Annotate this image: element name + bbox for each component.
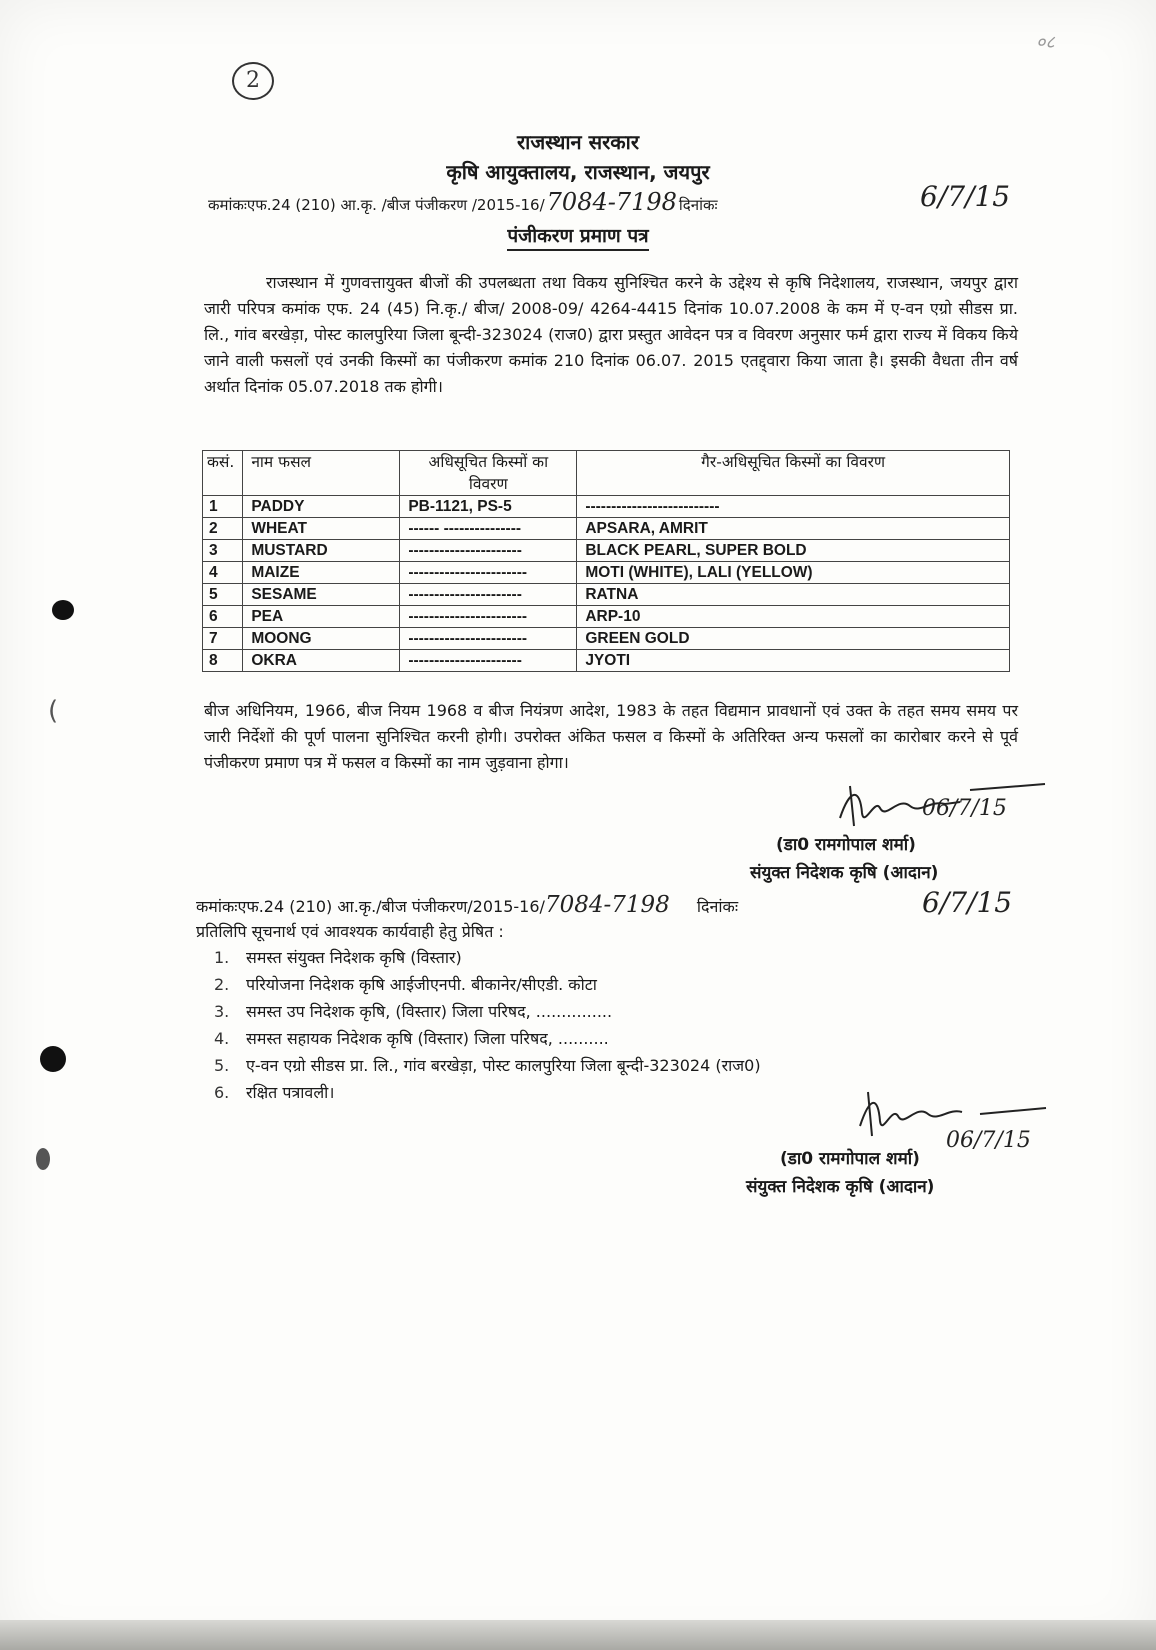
copy-date-label: दिनांकः bbox=[696, 897, 739, 916]
row-serial: 8 bbox=[203, 650, 243, 672]
signature-date-1: 06/7/15 bbox=[922, 796, 1007, 821]
row-crop: PADDY bbox=[243, 496, 400, 518]
office-heading: कृषि आयुक्तालय, राजस्थान, जयपुर bbox=[446, 160, 710, 184]
header-non-notified: गैर-अधिसूचित किस्मों का विवरण bbox=[577, 451, 1010, 496]
row-notified: ---------------------- bbox=[400, 584, 577, 606]
table-row bbox=[203, 628, 1010, 650]
reference-prefix: कमांकःएफ.24 (210) आ.कृ. /बीज पंजीकरण /2015-16/ bbox=[208, 196, 545, 214]
signature-date-2: 06/7/15 bbox=[946, 1128, 1031, 1153]
row-notified: ---------------------- bbox=[400, 650, 577, 672]
reference-number: 7084-7198 bbox=[546, 188, 677, 216]
row-notified: ----------------------- bbox=[400, 628, 577, 650]
row-non-notified: -------------------------- bbox=[577, 496, 1010, 518]
recipient-list bbox=[214, 944, 761, 1106]
row-crop: PEA bbox=[243, 606, 400, 628]
row-crop: SESAME bbox=[243, 584, 400, 606]
row-crop: WHEAT bbox=[243, 518, 400, 540]
list-item: 3. समस्त उप निदेशक कृषि, (विस्तार) जिला परिषद, ............... bbox=[214, 1002, 613, 1021]
row-serial: 1 bbox=[203, 496, 243, 518]
table-row bbox=[203, 650, 1010, 672]
table-row bbox=[203, 540, 1010, 562]
ink-blot bbox=[36, 1148, 50, 1170]
table-row bbox=[203, 562, 1010, 584]
reference-line bbox=[208, 188, 718, 216]
copy-date: 6/7/15 bbox=[922, 886, 1013, 919]
intro-paragraph: राजस्थान में गुणवत्तायुक्त बीजों की उपलब्धता तथा विकय सुनिश्चित करने के उद्देश्य से कृषि निदेशालय, राजस्थान, जयपुर द्वारा जारी परिपत्र कमांक एफ. 24 (45) नि.कृ./ बीज/ 2008-09/ 4264-4415 दिनांक 10.07.2008 के कम में ए-वन एग्रो सीडस प्रा. लि., गांव बरखेड़ा, पोस्ट कालपुरिया जिला बून्दी-323024 (राज0) द्वारा प्रस्तुत आवेदन पत्र व विवरण अनुसार फर्म द्वारा राज्य में विकय किये जाने वाली फसलों एवं उनकी किस्मों का पंजीकरण कमांक 210 दिनांक 06.07. 2015 एतद्द्वारा किया जाता है। इसकी वैधता तीन वर्ष अर्थात दिनांक 05.07.2018 तक होगी। bbox=[204, 273, 1018, 396]
header-notified: अधिसूचित किस्मों का विवरण bbox=[400, 451, 577, 496]
corner-mark: ०८ bbox=[1036, 32, 1055, 53]
row-serial: 6 bbox=[203, 606, 243, 628]
copy-reference-prefix: कमांकःएफ.24 (210) आ.कृ./बीज पंजीकरण/2015-16/ bbox=[196, 897, 545, 916]
row-serial: 5 bbox=[203, 584, 243, 606]
list-item: 5. ए-वन एग्रो सीडस प्रा. लि., गांव बरखेड़ा, पोस्ट कालपुरिया जिला बून्दी-323024 (राज0) bbox=[214, 1056, 761, 1075]
signatory-designation-2: संयुक्त निदेशक कृषि (आदान) bbox=[746, 1177, 935, 1197]
row-non-notified: RATNA bbox=[577, 584, 1010, 606]
signatory-name-1: (डा0 रामगोपाल शर्मा) bbox=[776, 835, 916, 855]
punch-hole-bottom bbox=[40, 1046, 66, 1072]
row-crop: OKRA bbox=[243, 650, 400, 672]
certificate-title: पंजीकरण प्रमाण पत्र bbox=[0, 222, 1156, 248]
table-row bbox=[203, 606, 1010, 628]
list-item: 4. समस्त सहायक निदेशक कृषि (विस्तार) जिला परिषद, .......... bbox=[214, 1029, 609, 1048]
signatory-designation-1: संयुक्त निदेशक कृषि (आदान) bbox=[750, 863, 939, 883]
row-crop: MAIZE bbox=[243, 562, 400, 584]
row-non-notified: ARP-10 bbox=[577, 606, 1010, 628]
table-row bbox=[203, 584, 1010, 606]
row-notified: ---------------------- bbox=[400, 540, 577, 562]
copy-intro: प्रतिलिपि सूचनार्थ एवं आवश्यक कार्यवाही हेतु प्रेषित : bbox=[196, 922, 504, 941]
page-number: 2 bbox=[232, 62, 274, 100]
list-item: 1. समस्त संयुक्त निदेशक कृषि (विस्तार) bbox=[214, 948, 462, 967]
header-crop: नाम फसल bbox=[243, 451, 400, 496]
scan-bottom-edge bbox=[0, 1620, 1156, 1650]
list-item: 2. परियोजना निदेशक कृषि आईजीएनपी. बीकानेर/सीएडी. कोटा bbox=[214, 975, 597, 994]
margin-mark: ( bbox=[48, 696, 59, 726]
crop-table bbox=[202, 450, 1010, 672]
row-serial: 2 bbox=[203, 518, 243, 540]
table-row bbox=[203, 518, 1010, 540]
copy-reference-line bbox=[196, 892, 738, 918]
row-non-notified: APSARA, AMRIT bbox=[577, 518, 1010, 540]
row-crop: MUSTARD bbox=[243, 540, 400, 562]
government-heading: राजस्थान सरकार bbox=[516, 130, 640, 154]
signatory-name-2: (डा0 रामगोपाल शर्मा) bbox=[780, 1149, 920, 1169]
row-serial: 7 bbox=[203, 628, 243, 650]
row-notified: PB-1121, PS-5 bbox=[400, 496, 577, 518]
table-row bbox=[203, 496, 1010, 518]
row-non-notified: JYOTI bbox=[577, 650, 1010, 672]
copy-reference-number: 7084-7198 bbox=[544, 892, 670, 918]
row-crop: MOONG bbox=[243, 628, 400, 650]
table-header-row bbox=[203, 451, 1010, 496]
row-non-notified: MOTI (WHITE), LALI (YELLOW) bbox=[577, 562, 1010, 584]
row-non-notified: GREEN GOLD bbox=[577, 628, 1010, 650]
list-item: 6. रक्षित पत्रावली। bbox=[214, 1083, 335, 1102]
compliance-paragraph: बीज अधिनियम, 1966, बीज नियम 1968 व बीज नियंत्रण आदेश, 1983 के तहत विद्यमान प्रावधानों एवं उक्त के तहत समय समय पर जारी निर्देशों की पूर्ण पालना सुनिश्चित करनी होगी। उपरोक्त अंकित फसल व किस्मों के अतिरिक्त अन्य फसलों का कारोबार करने से पूर्व पंजीकरण प्रमाण पत्र में फसल व किस्मों का नाम जुड़वाना होगा। bbox=[204, 701, 1018, 772]
row-serial: 3 bbox=[203, 540, 243, 562]
row-notified: ----------------------- bbox=[400, 562, 577, 584]
punch-hole-top bbox=[52, 600, 74, 620]
row-non-notified: BLACK PEARL, SUPER BOLD bbox=[577, 540, 1010, 562]
reference-date-label: दिनांकः bbox=[678, 196, 718, 214]
header-serial: कसं. bbox=[203, 451, 243, 496]
row-serial: 4 bbox=[203, 562, 243, 584]
reference-date: 6/7/15 bbox=[920, 180, 1011, 213]
row-notified: ------ --------------- bbox=[400, 518, 577, 540]
row-notified: ----------------------- bbox=[400, 606, 577, 628]
